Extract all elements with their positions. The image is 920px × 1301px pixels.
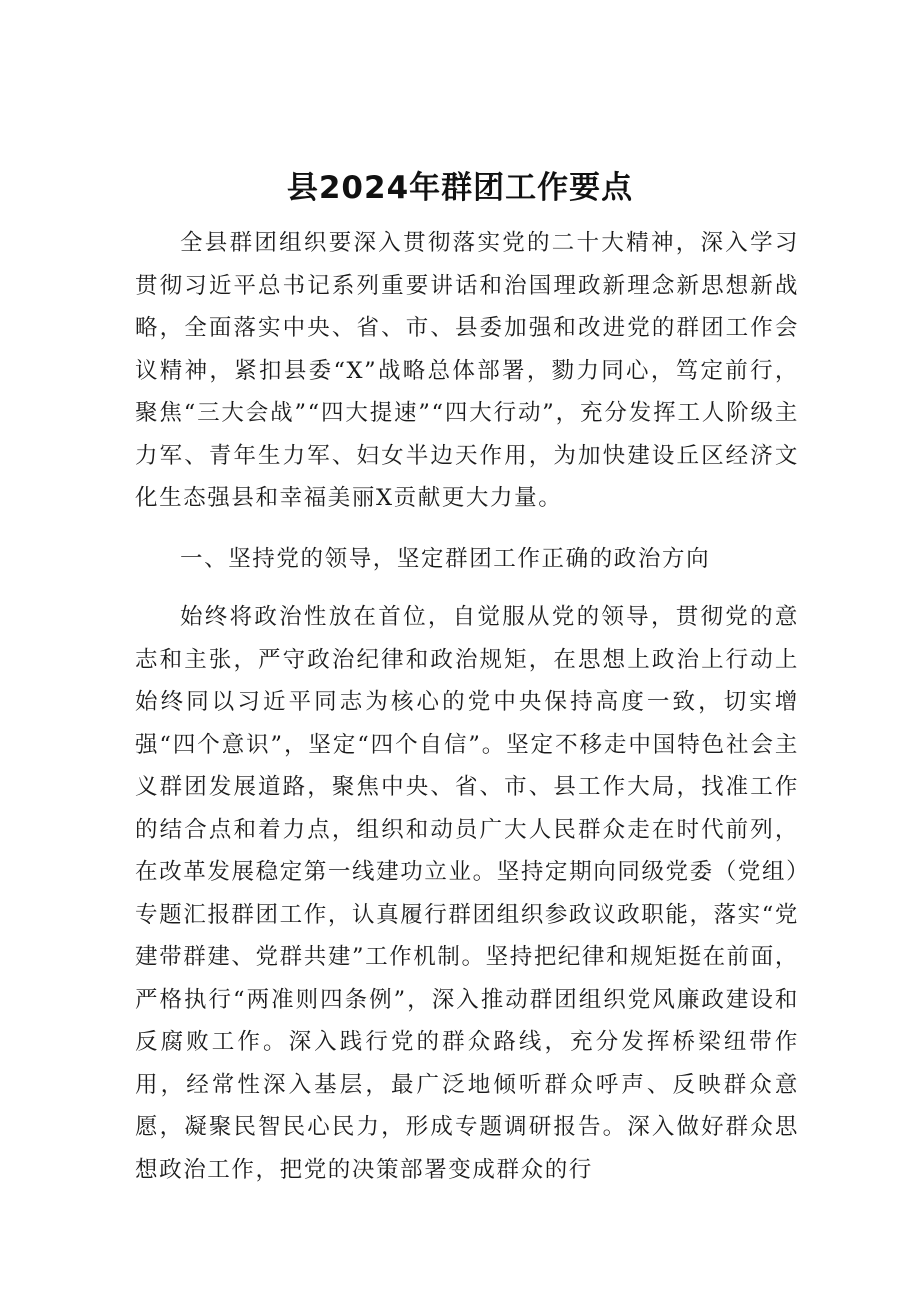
- document-title: 县2024年群团工作要点: [286, 170, 634, 206]
- section-1-paragraph: 始终将政治性放在首位，自觉服从党的领导，贯彻党的意志和主张，严守政治纪律和政治规矩，在思想上政治上行动上始终同以习近平同志为核心的党中央保持高度一致，切实增强“四个意识”，坚定“四个自信”。坚定不移走中国特色社会主义群团发展道路，聚焦中央、省、市、县工作大局，找准工作的结合点和着力点，组织和动员广大人民群众走在时代前列，在改革发展稳定第一线建功立业。坚持定期向同级党委（党组）专题汇报群团工作，认真履行群团组织参政议政职能，落实“党建带群建、党群共建”工作机制。坚持把纪律和规矩挺在前面，严格执行“两准则四条例”，深入推动群团组织党风廉政建设和反腐败工作。深入践行党的群众路线，充分发挥桥梁纽带作用，经常性深入基层，最广泛地倾听群众呼声、反映群众意愿，凝聚民智民心民力，形成专题调研报告。深入做好群众思想政治工作，把党的决策部署变成群众的行: [135, 604, 799, 1183]
- document-body: [135, 222, 799, 1191]
- intro-paragraph: 全县群团组织要深入贯彻落实党的二十大精神，深入学习贯彻习近平总书记系列重要讲话和治国理政新理念新思想新战略，全面落实中央、省、市、县委加强和改进党的群团工作会议精神，紧扣县委“X”战略总体部署，勠力同心，笃定前行，聚焦“三大会战”“四大提速”“四大行动”，充分发挥工人阶级主力军、青年生力军、妇女半边天作用，为加快建设丘区经济文化生态强县和幸福美丽X贡献更大力量。: [135, 230, 799, 511]
- section-heading-1: 一、坚持党的领导，坚定群团工作正确的政治方向: [180, 545, 711, 572]
